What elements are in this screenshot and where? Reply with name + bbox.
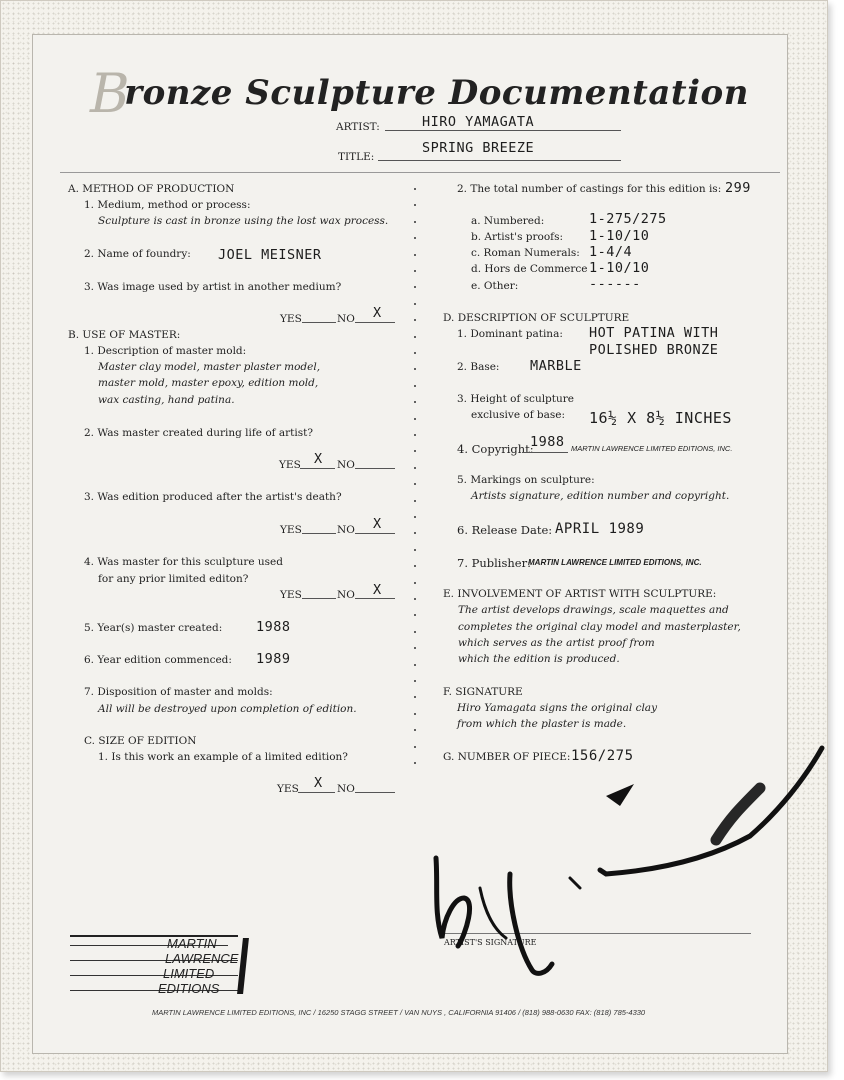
hors-de-commerce-value: 1-10/10 [589,260,650,276]
footer-address: MARTIN LAWRENCE LIMITED EDITIONS, INC / 16250 STAGG STREET / VAN NUYS , CALIFORNIA 91406 / (818) 988-0630 FAX: (818) 785-4330 [152,1008,646,1017]
divider-dot [414,664,416,666]
b2-yes-line [300,468,335,469]
release-date-value: APRIL 1989 [555,521,645,537]
b4-no-line [355,598,395,599]
section-d-heading: D. DESCRIPTION OF SCULPTURE [443,312,630,324]
b4-yes-label: YES [280,589,302,601]
artist-proofs-value: 1-10/10 [589,228,650,244]
header-divider [60,172,780,173]
logo-word-editions: EDITIONS [158,981,220,996]
divider-dot [414,598,416,600]
hors-de-commerce-label: d. Hors de Commerce [471,263,588,275]
copyright-line [522,452,568,453]
height-label-line1: 3. Height of sculpture [457,393,574,405]
artist-label: ARTIST: [336,121,380,133]
markings-label: 5. Markings on sculpture: [457,474,595,486]
title-value: SPRING BREEZE [422,140,535,156]
other-label: e. Other: [471,280,519,292]
patina-value-line1: HOT PATINA WITH [589,325,719,341]
artist-value: HIRO YAMAGATA [422,114,535,130]
patina-label: 1. Dominant patina: [457,328,563,340]
divider-dot [414,270,416,272]
base-value: MARBLE [530,358,582,374]
roman-numerals-label: c. Roman Numerals: [471,247,580,259]
b3-question: 3. Was edition produced after the artist's death? [84,491,342,503]
c1-yes-line [298,792,335,793]
logo-word-lawrence: LAWRENCE [165,951,239,966]
b5-question: 5. Year(s) master created: [84,622,223,634]
section-c-heading: C. SIZE OF EDITION [84,735,197,747]
divider-dot [414,582,416,584]
divider-dot [414,385,416,387]
title-label: TITLE: [338,151,375,163]
a3-yes-label: YES [280,313,302,325]
b4-no-label: NO [337,589,355,601]
section-f-heading: F. SIGNATURE [443,686,523,698]
markings-answer: Artists signature, edition number and copyright. [471,490,730,502]
c1-mark: X [314,775,323,791]
a3-no-label: NO [337,313,355,325]
patina-value-line2: POLISHED BRONZE [589,342,719,358]
copyright-holder: MARTIN LAWRENCE LIMITED EDITIONS, INC. [571,444,733,453]
b7-question: 7. Disposition of master and molds: [84,686,273,698]
divider-dot [414,467,416,469]
a3-yes-line [302,322,336,323]
involvement-line2: completes the original clay model and masterplaster, [458,621,741,633]
divider-dot [414,418,416,420]
divider-dot [414,713,416,715]
b2-no-label: NO [337,459,355,471]
handwritten-signature [420,738,830,988]
b3-no-line [355,533,395,534]
logo-word-limited: LIMITED [163,966,215,981]
a2-question: 2. Name of foundry: [84,248,191,260]
b3-yes-label: YES [280,524,302,536]
b6-question: 6. Year edition commenced: [84,654,232,666]
divider-dot [414,336,416,338]
involvement-line1: The artist develops drawings, scale maquettes and [458,604,729,616]
c1-no-line [355,792,395,793]
b7-answer: All will be destroyed upon completion of edition. [98,703,357,715]
divider-dot [414,254,416,256]
divider-dot [414,188,416,190]
b3-mark: X [373,516,382,532]
artist-proofs-label: b. Artist's proofs: [471,231,563,243]
divider-dot [414,516,416,518]
a3-question: 3. Was image used by artist in another medium? [84,281,342,293]
copyright-year: 1988 [530,434,565,450]
divider-dot [414,762,416,764]
b4-question-line2: for any prior limited editon? [98,573,249,585]
release-date-label: 6. Release Date: [457,523,553,537]
divider-dot [414,500,416,502]
numbered-label: a. Numbered: [471,215,545,227]
divider-dot [414,549,416,551]
artist-line [385,130,621,131]
b1-question: 1. Description of master mold: [84,345,247,357]
roman-numerals-value: 1-4/4 [589,244,633,260]
involvement-line3: which serves as the artist proof from [458,637,655,649]
height-value: 16½ X 8½ INCHES [589,409,732,427]
publisher-label: 7. Publisher: [457,556,531,570]
other-value: ------ [589,276,641,292]
b1-answer-line1: Master clay model, master plaster model, [98,361,321,373]
signature-note-line2: from which the plaster is made. [457,718,627,730]
b1-answer-line3: wax casting, hand patina. [98,394,235,406]
title-rest: ronze Sculpture Documentation [124,73,749,113]
b2-no-line [355,468,395,469]
divider-dot [414,746,416,748]
artists-signature-label: ARTIST'S SIGNATURE [444,938,537,947]
a1-question: 1. Medium, method or process: [84,199,251,211]
base-label: 2. Base: [457,361,500,373]
b1-answer-line2: master mold, master epoxy, edition mold, [98,377,319,389]
divider-dot [414,352,416,354]
castings-total: 299 [725,180,751,196]
c1-no-label: NO [337,783,355,795]
logo-word-martin: MARTIN [167,936,217,951]
section-b-heading: B. USE OF MASTER: [68,329,181,341]
signature-note-line1: Hiro Yamagata signs the original clay [457,702,658,714]
copyright-label: 4. Copyright: [457,442,534,456]
c1-question: 1. Is this work an example of a limited edition? [98,751,348,763]
title-initial: B [90,62,131,125]
b6-value: 1989 [256,651,291,667]
a3-mark: X [373,305,382,321]
b2-question: 2. Was master created during life of artist? [84,427,313,439]
piece-number-value: 156/275 [571,748,634,764]
numbered-value: 1-275/275 [589,211,667,227]
b4-question-line1: 4. Was master for this sculpture used [84,556,283,568]
publisher-value: MARTIN LAWRENCE LIMITED EDITIONS, INC. [528,558,702,567]
b4-yes-line [302,598,336,599]
divider-dot [414,221,416,223]
b3-no-label: NO [337,524,355,536]
divider-dot [414,303,416,305]
section-e-heading: E. INVOLVEMENT OF ARTIST WITH SCULPTURE: [443,588,717,600]
b2-yes-label: YES [279,459,301,471]
b3-yes-line [302,533,336,534]
involvement-line4: which the edition is produced. [458,653,620,665]
divider-dot [414,631,416,633]
b2-mark: X [314,451,323,467]
a2-value: JOEL MEISNER [218,247,322,263]
piece-number-label: G. NUMBER OF PIECE: [443,751,571,763]
c1-yes-label: YES [277,783,299,795]
castings-question: 2. The total number of castings for this edition is: [457,183,722,195]
title-line [378,160,621,161]
height-label-line2: exclusive of base: [471,409,566,421]
b5-value: 1988 [256,619,291,635]
b4-mark: X [373,582,382,598]
divider-dot [414,680,416,682]
divider-dot [414,434,416,436]
a3-no-line [355,322,395,323]
section-a-heading: A. METHOD OF PRODUCTION [68,183,235,195]
a1-answer: Sculpture is cast in bronze using the lost wax process. [98,215,389,227]
